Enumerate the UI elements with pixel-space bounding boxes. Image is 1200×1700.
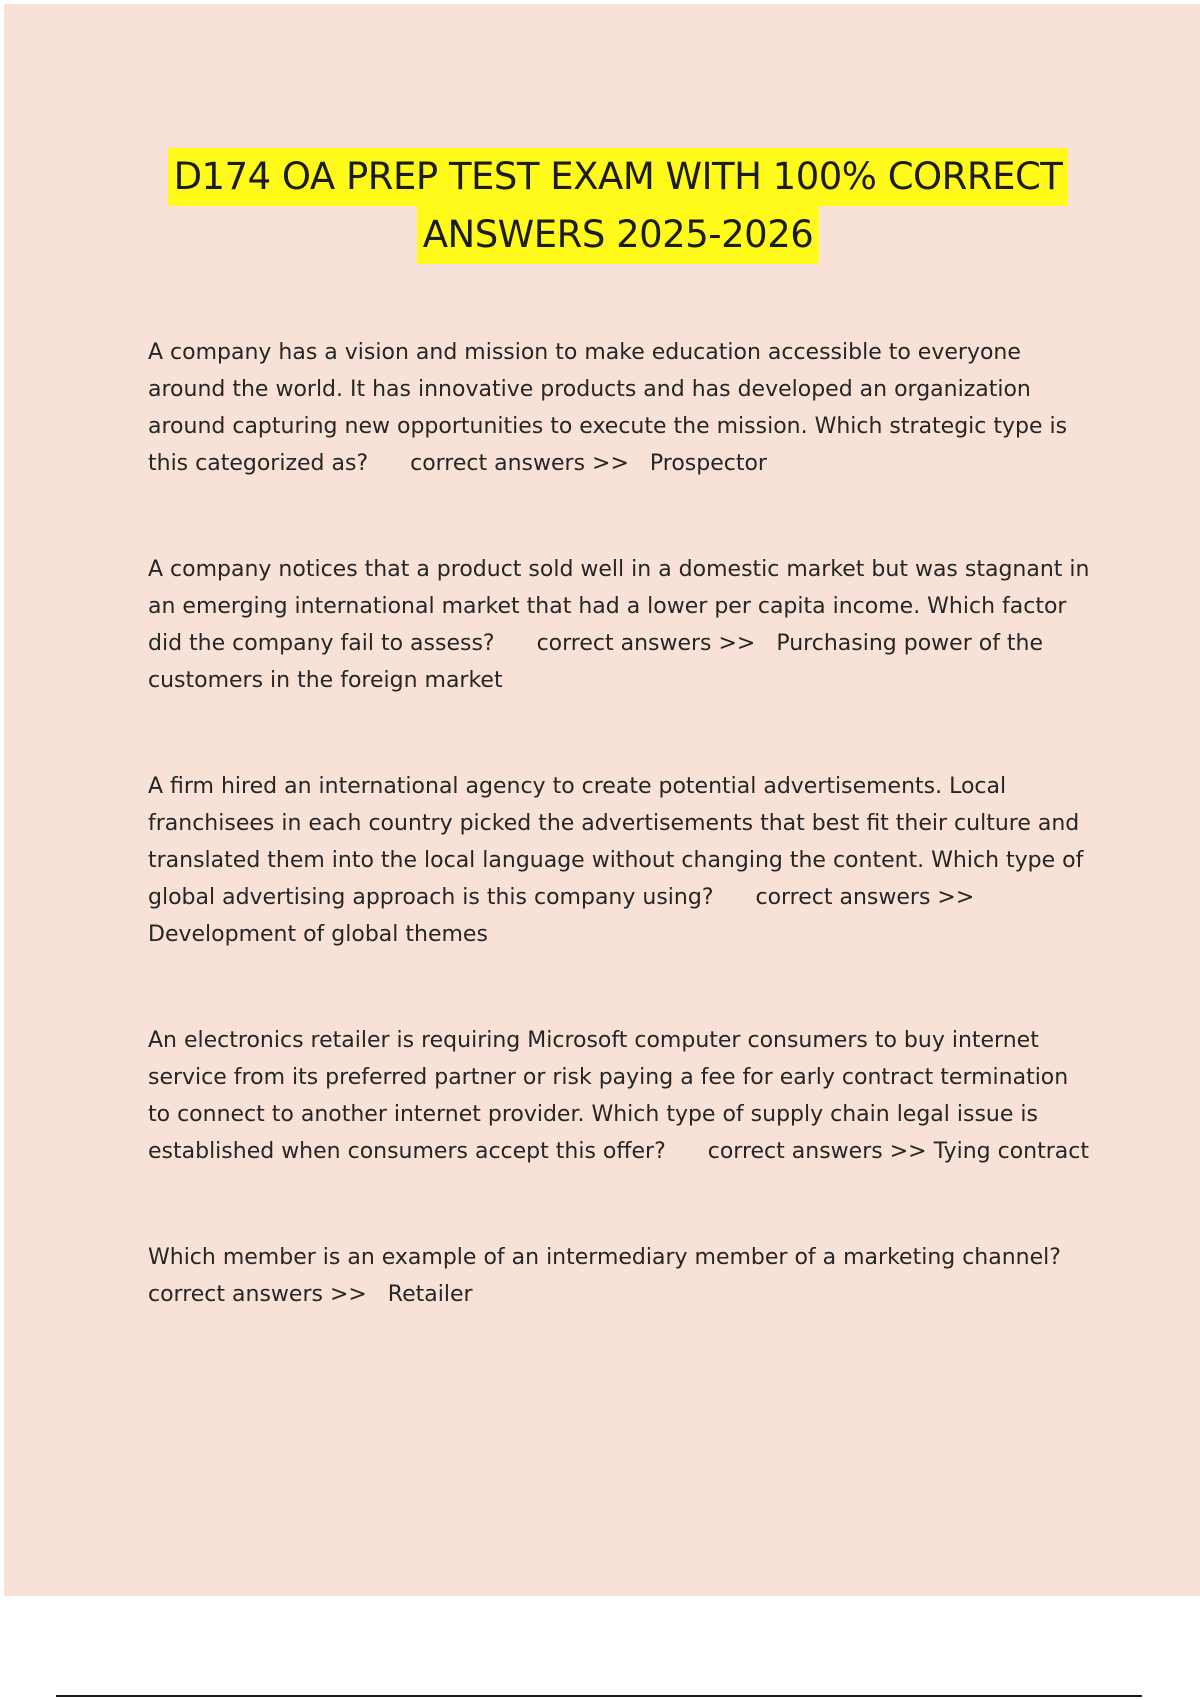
- question-text: A company notices that a product sold well in a domestic market but was stagnant in an emerging international market that had a lower per capita income. Which factor did the company fail to assess?: [148, 557, 1090, 656]
- question-item-5: [148, 1239, 1090, 1313]
- title-line-2: ANSWERS 2025-2026: [417, 206, 820, 264]
- question-text: A company has a vision and mission to make education accessible to everyone around the world. It has innovative products and has developed an organization around capturing new opportunities to execute the mission. Which strategic type is this categorized as?: [148, 340, 1068, 476]
- answer-text: Tying contract: [933, 1139, 1089, 1164]
- answer-marker: correct answers >>: [707, 1139, 927, 1164]
- title-line-1: D174 OA PREP TEST EXAM WITH 100% CORRECT: [168, 148, 1069, 206]
- answer-text: Purchasing power of the customers in the foreign market: [148, 631, 1044, 693]
- answer-text: Retailer: [387, 1282, 473, 1307]
- answer-marker: correct answers >>: [755, 885, 975, 910]
- question-list: [148, 334, 1090, 1382]
- question-item-4: [148, 1022, 1090, 1170]
- answer-marker: correct answers >>: [148, 1282, 367, 1307]
- page-title: [0, 148, 1200, 264]
- question-text: An electronics retailer is requiring Microsoft computer consumers to buy internet service from its preferred partner or risk paying a fee for early contract termination to connect to another internet provider. Which type of supply chain legal issue is established when consumers accept this offer?: [148, 1028, 1069, 1164]
- footer-divider: [56, 1695, 1142, 1697]
- question-item-2: [148, 551, 1090, 699]
- answer-marker: correct answers >>: [536, 631, 756, 656]
- answer-text: Development of global themes: [148, 922, 488, 947]
- answer-text: Prospector: [649, 451, 767, 476]
- answer-marker: correct answers >>: [410, 451, 629, 476]
- question-item-3: [148, 768, 1090, 953]
- question-text: Which member is an example of an intermediary member of a marketing channel?: [148, 1245, 1061, 1270]
- question-text: A firm hired an international agency to create potential advertisements. Local franchisees in each country picked the advertisements that best fit their culture and translated them into the local language without changing the content. Which type of global advertising approach is this company using?: [148, 774, 1084, 910]
- question-item-1: [148, 334, 1090, 482]
